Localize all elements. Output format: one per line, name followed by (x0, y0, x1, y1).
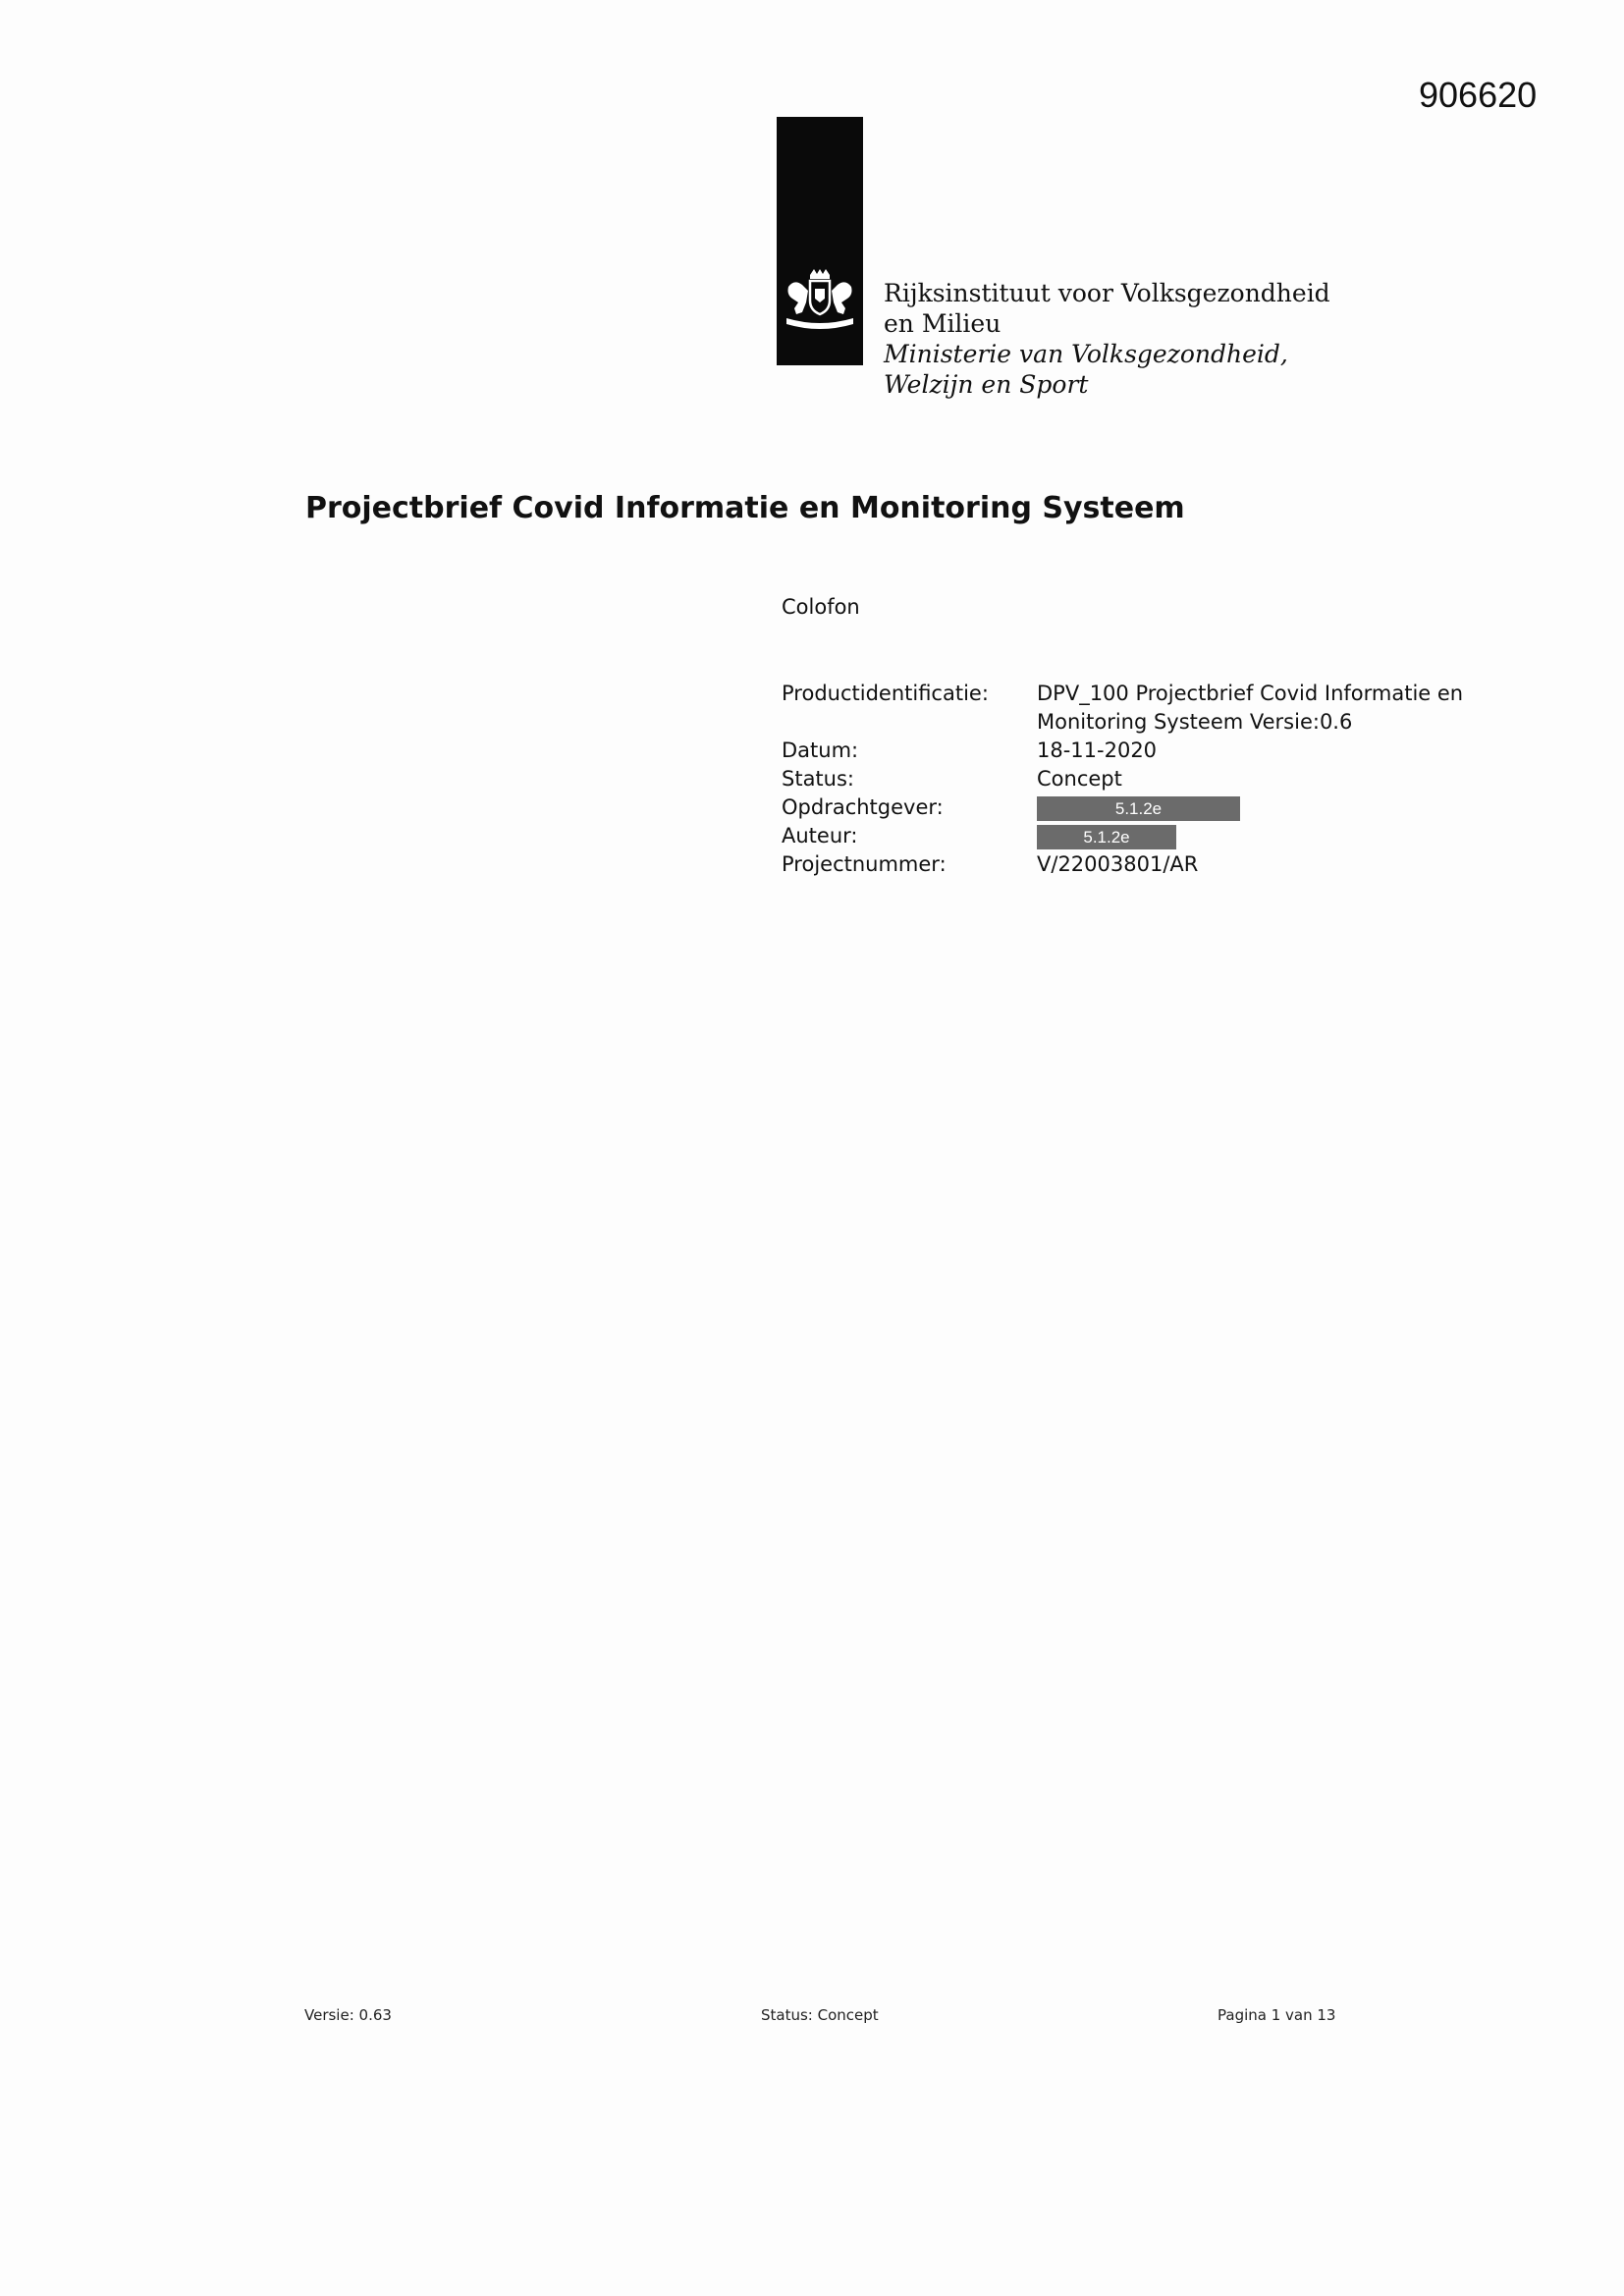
colofon-label: Projectnummer: (782, 852, 947, 876)
coat-of-arms-icon (781, 269, 859, 338)
footer-version: Versie: 0.63 (304, 2006, 392, 2024)
ministry-line-1: Ministerie van Volksgezondheid, (884, 340, 1288, 368)
colofon-row-status (782, 765, 1479, 793)
colofon-label: Opdrachtgever: (782, 795, 944, 819)
colofon-value: V/22003801/AR (1037, 852, 1199, 876)
colofon-heading: Colofon (782, 595, 860, 619)
document-number: 906620 (1419, 75, 1538, 115)
colofon-row-datum (782, 737, 1479, 765)
colofon-value: DPV_100 Projectbrief Covid Informatie en Monitoring Systeem Versie:0.6 (1037, 682, 1464, 734)
footer-page-number: Pagina 1 van 13 (1218, 2006, 1336, 2024)
colofon-value: Concept (1037, 767, 1122, 791)
colofon-label: Status: (782, 767, 854, 791)
colofon-row-projectnummer (782, 850, 1479, 879)
colofon-row-auteur (782, 822, 1479, 850)
colofon-label: Auteur: (782, 824, 858, 847)
colofon-label: Productidentificatie: (782, 682, 989, 705)
org-line-1: Rijksinstituut voor Volksgezondheid (884, 279, 1330, 307)
redaction-box: 5.1.2e (1037, 825, 1176, 849)
organisation-name (884, 278, 1330, 400)
colofon-row-productidentificatie (782, 680, 1479, 737)
colofon-row-opdrachtgever (782, 793, 1479, 822)
colofon-value: 18-11-2020 (1037, 738, 1158, 762)
ministry-line-2: Welzijn en Sport (884, 370, 1089, 399)
colofon-table (782, 680, 1479, 879)
document-title: Projectbrief Covid Informatie en Monitoring Systeem (305, 491, 1185, 525)
rijksoverheid-logo-bar (777, 117, 863, 365)
redaction-box: 5.1.2e (1037, 796, 1240, 821)
footer-status: Status: Concept (761, 2006, 879, 2024)
colofon-label: Datum: (782, 738, 859, 762)
org-line-2: en Milieu (884, 309, 1001, 338)
